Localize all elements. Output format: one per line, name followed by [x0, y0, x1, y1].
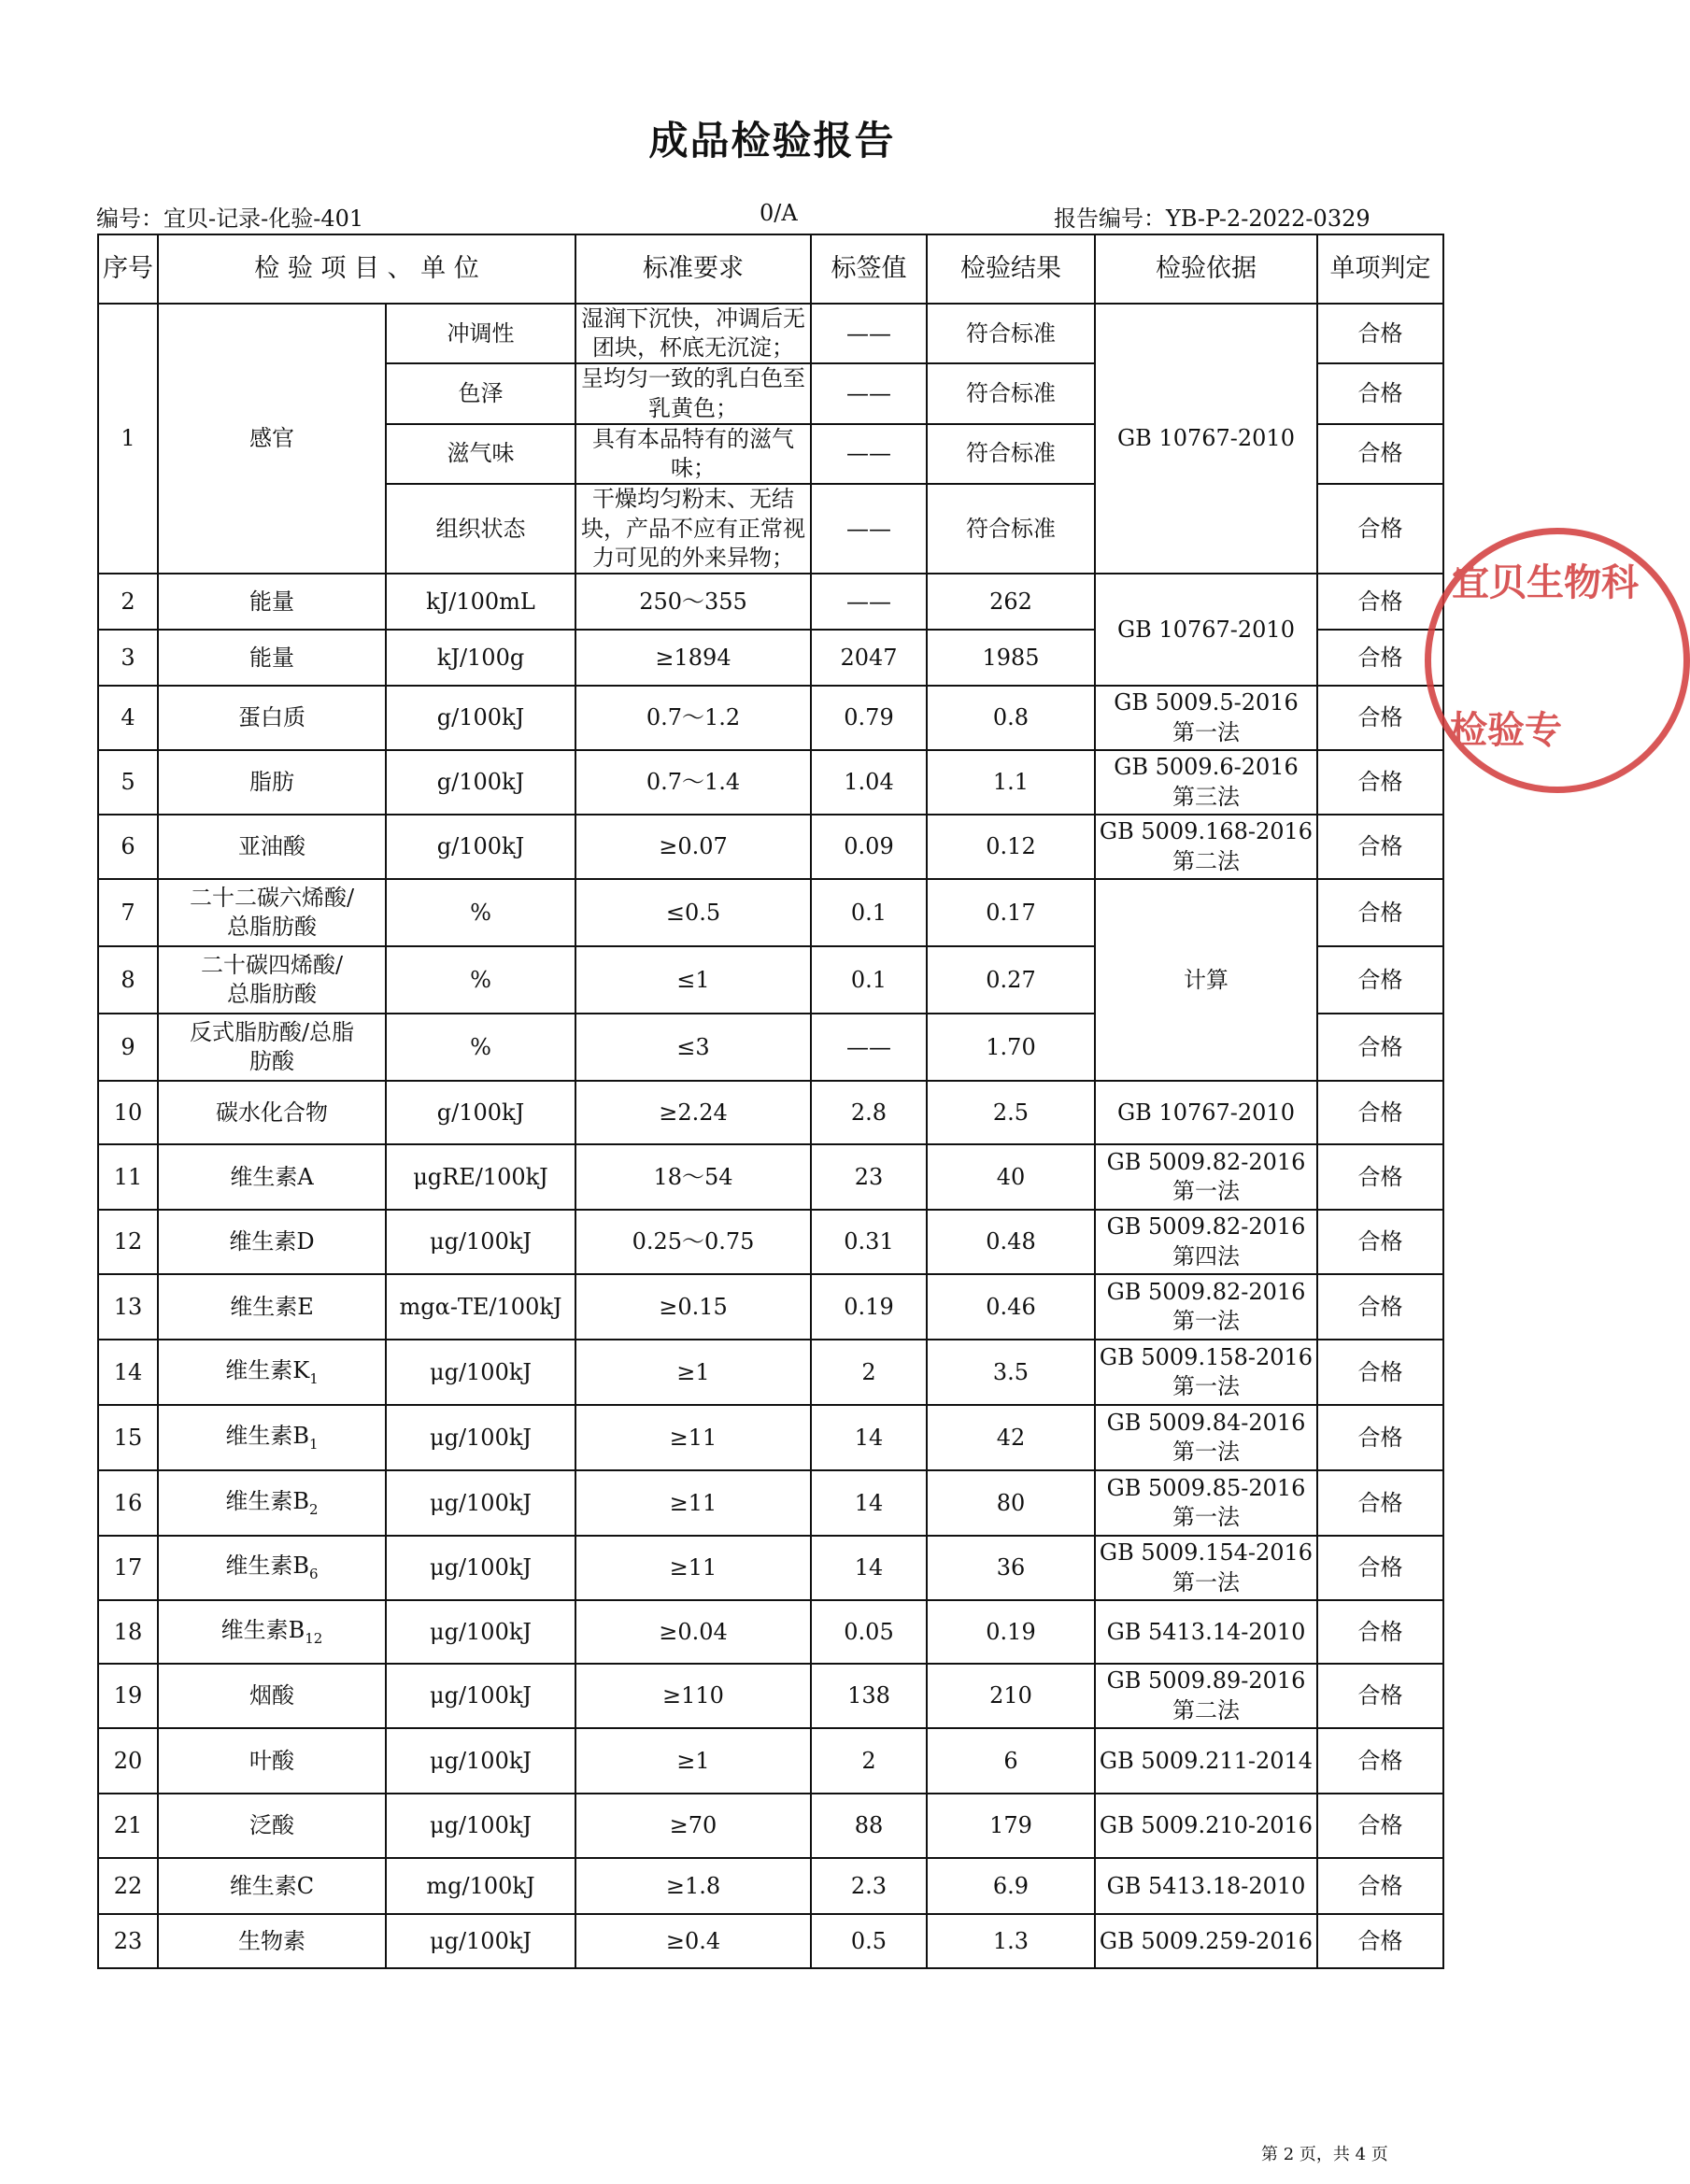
item-name: 二十二碳六烯酸/ 总脂肪酸 [158, 879, 386, 946]
test-result: 0.46 [927, 1274, 1095, 1340]
unit: % [386, 946, 575, 1014]
row-number: 21 [98, 1794, 158, 1858]
unit: % [386, 1014, 575, 1081]
unit: kJ/100mL [386, 574, 575, 630]
label-value: 88 [811, 1794, 927, 1858]
judgment: 合格 [1317, 1858, 1443, 1914]
standard-requirement: ≥1894 [575, 630, 811, 686]
unit: g/100kJ [386, 815, 575, 879]
label-value: 2 [811, 1728, 927, 1794]
standard-requirement: ≥0.04 [575, 1600, 811, 1664]
test-basis: GB 5009.158-2016 第一法 [1095, 1340, 1317, 1405]
item-subscript: 1 [309, 1435, 319, 1453]
unit: μg/100kJ [386, 1210, 575, 1274]
item-subscript: 2 [309, 1500, 319, 1518]
label-value: 0.31 [811, 1210, 927, 1274]
unit: μg/100kJ [386, 1600, 575, 1664]
standard-requirement: 干燥均匀粉末、无结块，产品不应有正常视力可见的外来异物； [575, 484, 811, 574]
test-result: 6 [927, 1728, 1095, 1794]
row-number: 1 [98, 304, 158, 574]
table-row [98, 815, 1443, 879]
item-name-text: 维生素B [220, 1616, 305, 1643]
item-name-text: 叶酸 [249, 1747, 294, 1774]
unit: % [386, 879, 575, 946]
item-name-text: 维生素C [229, 1872, 315, 1899]
standard-requirement: ≥0.15 [575, 1274, 811, 1340]
item-sub-name: 组织状态 [386, 484, 575, 574]
test-basis: GB 5009.89-2016 第二法 [1095, 1664, 1317, 1728]
col-header-basis: 检验依据 [1095, 234, 1317, 304]
item-name [158, 1144, 386, 1210]
item-name-text: 维生素B [225, 1422, 310, 1449]
item-name: 亚油酸 [158, 815, 386, 879]
item-name [158, 1470, 386, 1536]
test-result: 3.5 [927, 1340, 1095, 1405]
judgment: 合格 [1317, 1274, 1443, 1340]
row-number: 14 [98, 1340, 158, 1405]
item-name-text: 维生素A [230, 1163, 314, 1190]
standard-requirement: ≥1 [575, 1340, 811, 1405]
item-name-text: 维生素B [225, 1553, 310, 1580]
item-category: 感官 [158, 304, 386, 574]
standard-requirement: ≥110 [575, 1664, 811, 1728]
table-row [98, 1600, 1443, 1664]
judgment: 合格 [1317, 1210, 1443, 1274]
table-row [98, 1081, 1443, 1144]
table-row [98, 750, 1443, 815]
test-basis: GB 5009.154-2016 第一法 [1095, 1536, 1317, 1600]
inspection-table [97, 234, 1444, 1969]
item-name [158, 1081, 386, 1144]
row-number: 17 [98, 1536, 158, 1600]
label-value: 14 [811, 1470, 927, 1536]
table-row [98, 1274, 1443, 1340]
table-row [98, 1728, 1443, 1794]
judgment: 合格 [1317, 1728, 1443, 1794]
unit: g/100kJ [386, 750, 575, 815]
item-name [158, 1728, 386, 1794]
test-result: 0.17 [927, 879, 1095, 946]
unit: μg/100kJ [386, 1794, 575, 1858]
row-number: 16 [98, 1470, 158, 1536]
item-name: 反式脂肪酸/总脂 肪酸 [158, 1014, 386, 1081]
judgment: 合格 [1317, 1536, 1443, 1600]
row-number: 3 [98, 630, 158, 686]
judgment: 合格 [1317, 1405, 1443, 1470]
standard-requirement: 湿润下沉快，冲调后无团块，杯底无沉淀； [575, 304, 811, 363]
row-number: 18 [98, 1600, 158, 1664]
row-number: 15 [98, 1405, 158, 1470]
table-row [98, 1405, 1443, 1470]
item-name [158, 1794, 386, 1858]
item-sub-name: 色泽 [386, 363, 575, 423]
item-name-text: 维生素E [230, 1293, 314, 1320]
row-number: 11 [98, 1144, 158, 1210]
judgment: 合格 [1317, 424, 1443, 484]
item-sub-name: 滋气味 [386, 424, 575, 484]
item-name: 蛋白质 [158, 686, 386, 750]
test-result: 符合标准 [927, 363, 1095, 423]
test-result: 0.8 [927, 686, 1095, 750]
item-name [158, 1340, 386, 1405]
standard-requirement: ≥0.07 [575, 815, 811, 879]
table-row-calc [98, 879, 1443, 946]
test-result: 1.3 [927, 1914, 1095, 1968]
report-number: 报告编号：YB-P-2-2022-0329 [1054, 206, 1370, 232]
unit: μg/100kJ [386, 1405, 575, 1470]
col-header-result: 检验结果 [927, 234, 1095, 304]
col-header-judgment: 单项判定 [1317, 234, 1443, 304]
test-result: 179 [927, 1794, 1095, 1858]
item-name [158, 1274, 386, 1340]
label-value: 0.1 [811, 946, 927, 1014]
judgment: 合格 [1317, 574, 1443, 630]
test-basis: 计算 [1095, 879, 1317, 1081]
standard-requirement: ≤1 [575, 946, 811, 1014]
test-basis: GB 10767-2010 [1095, 1081, 1317, 1144]
judgment: 合格 [1317, 1014, 1443, 1081]
judgment: 合格 [1317, 1664, 1443, 1728]
row-number: 13 [98, 1274, 158, 1340]
table-header [98, 234, 1443, 304]
item-name [158, 1536, 386, 1600]
unit: μgRE/100kJ [386, 1144, 575, 1210]
unit: mgα-TE/100kJ [386, 1274, 575, 1340]
standard-requirement: ≥1.8 [575, 1858, 811, 1914]
col-header-label: 标签值 [811, 234, 927, 304]
table-body [98, 304, 1443, 1968]
inspection-seal [1425, 528, 1690, 793]
row-number: 9 [98, 1014, 158, 1081]
standard-requirement: 0.7～1.4 [575, 750, 811, 815]
unit: g/100kJ [386, 1081, 575, 1144]
test-basis: GB 5009.85-2016 第一法 [1095, 1470, 1317, 1536]
judgment: 合格 [1317, 815, 1443, 879]
col-header-item: 检 验 项 目 、 单 位 [158, 234, 575, 304]
item-subscript: 12 [305, 1629, 323, 1647]
judgment: 合格 [1317, 1600, 1443, 1664]
test-result: 262 [927, 574, 1095, 630]
standard-requirement: ≥1 [575, 1728, 811, 1794]
judgment: 合格 [1317, 363, 1443, 423]
table-row [98, 1144, 1443, 1210]
item-subscript: 6 [309, 1566, 319, 1583]
table-row [98, 1340, 1443, 1405]
label-value: 0.79 [811, 686, 927, 750]
unit: μg/100kJ [386, 1914, 575, 1968]
row-number: 23 [98, 1914, 158, 1968]
table-row [98, 1794, 1443, 1858]
test-basis: GB 5009.82-2016 第四法 [1095, 1210, 1317, 1274]
label-value: —— [811, 363, 927, 423]
record-number: 编号：宜贝-记录-化验-401 [96, 206, 364, 232]
test-basis: GB 5009.84-2016 第一法 [1095, 1405, 1317, 1470]
test-result: 符合标准 [927, 424, 1095, 484]
row-number: 2 [98, 574, 158, 630]
version: 0/A [760, 200, 798, 226]
test-basis: GB 10767-2010 [1095, 304, 1317, 574]
standard-requirement: 250～355 [575, 574, 811, 630]
label-value: 2 [811, 1340, 927, 1405]
row-number: 22 [98, 1858, 158, 1914]
test-result: 0.12 [927, 815, 1095, 879]
standard-requirement: ≥11 [575, 1536, 811, 1600]
standard-requirement: 具有本品特有的滋气味； [575, 424, 811, 484]
label-value: —— [811, 574, 927, 630]
test-basis: GB 5009.82-2016 第一法 [1095, 1144, 1317, 1210]
test-result: 1.1 [927, 750, 1095, 815]
test-basis: GB 5009.168-2016 第二法 [1095, 815, 1317, 879]
label-value: 0.1 [811, 879, 927, 946]
item-name-text: 碳水化合物 [216, 1099, 328, 1126]
page-number: 第 2 页，共 4 页 [1261, 2145, 1388, 2164]
judgment: 合格 [1317, 1340, 1443, 1405]
table-row [98, 1470, 1443, 1536]
item-name-text: 维生素D [229, 1228, 315, 1255]
col-header-no: 序号 [98, 234, 158, 304]
test-result: 符合标准 [927, 484, 1095, 574]
item-name [158, 1914, 386, 1968]
row-number: 7 [98, 879, 158, 946]
standard-requirement: 0.7～1.2 [575, 686, 811, 750]
judgment: 合格 [1317, 1144, 1443, 1210]
judgment: 合格 [1317, 879, 1443, 946]
label-value: 1.04 [811, 750, 927, 815]
row-number: 12 [98, 1210, 158, 1274]
table-row-energy [98, 574, 1443, 630]
judgment: 合格 [1317, 1914, 1443, 1968]
item-sub-name: 冲调性 [386, 304, 575, 363]
test-result: 0.19 [927, 1600, 1095, 1664]
judgment: 合格 [1317, 750, 1443, 815]
label-value: 0.05 [811, 1600, 927, 1664]
col-header-standard: 标准要求 [575, 234, 811, 304]
row-number: 10 [98, 1081, 158, 1144]
report-title: 成品检验报告 [648, 118, 896, 163]
label-value: 138 [811, 1664, 927, 1728]
seal-text-top: 宜贝生物科 [1452, 560, 1639, 604]
judgment: 合格 [1317, 484, 1443, 574]
test-basis: GB 5009.6-2016 第三法 [1095, 750, 1317, 815]
test-result: 1985 [927, 630, 1095, 686]
item-name-text: 维生素K [225, 1356, 310, 1383]
row-number: 20 [98, 1728, 158, 1794]
unit: mg/100kJ [386, 1858, 575, 1914]
label-value: 0.5 [811, 1914, 927, 1968]
table-row [98, 1664, 1443, 1728]
test-basis: GB 5009.211-2014 [1095, 1728, 1317, 1794]
test-result: 210 [927, 1664, 1095, 1728]
judgment: 合格 [1317, 1794, 1443, 1858]
standard-requirement: ≤0.5 [575, 879, 811, 946]
unit: μg/100kJ [386, 1470, 575, 1536]
standard-requirement: ≥70 [575, 1794, 811, 1858]
standard-requirement: 呈均匀一致的乳白色至乳黄色； [575, 363, 811, 423]
standard-requirement: 0.25～0.75 [575, 1210, 811, 1274]
unit: μg/100kJ [386, 1664, 575, 1728]
test-result: 6.9 [927, 1858, 1095, 1914]
unit: μg/100kJ [386, 1340, 575, 1405]
test-result: 36 [927, 1536, 1095, 1600]
test-result: 80 [927, 1470, 1095, 1536]
test-basis: GB 5413.18-2010 [1095, 1858, 1317, 1914]
test-result: 2.5 [927, 1081, 1095, 1144]
table-row [98, 1210, 1443, 1274]
table-row-sensory [98, 304, 1443, 363]
table-row [98, 1536, 1443, 1600]
unit: μg/100kJ [386, 1536, 575, 1600]
label-value: 2.3 [811, 1858, 927, 1914]
test-basis: GB 5009.5-2016 第一法 [1095, 686, 1317, 750]
item-name [158, 1600, 386, 1664]
table-row [98, 1914, 1443, 1968]
test-basis: GB 5009.82-2016 第一法 [1095, 1274, 1317, 1340]
label-value: —— [811, 484, 927, 574]
label-value: 2047 [811, 630, 927, 686]
judgment: 合格 [1317, 1081, 1443, 1144]
item-name [158, 1664, 386, 1728]
judgment: 合格 [1317, 630, 1443, 686]
test-result: 1.70 [927, 1014, 1095, 1081]
unit: μg/100kJ [386, 1728, 575, 1794]
table-row [98, 686, 1443, 750]
item-name-text: 生物素 [238, 1927, 305, 1954]
unit: kJ/100g [386, 630, 575, 686]
label-value: 14 [811, 1536, 927, 1600]
row-number: 19 [98, 1664, 158, 1728]
judgment: 合格 [1317, 304, 1443, 363]
label-value: —— [811, 424, 927, 484]
standard-requirement: ≥11 [575, 1470, 811, 1536]
label-value: —— [811, 1014, 927, 1081]
test-basis: GB 10767-2010 [1095, 574, 1317, 686]
seal-text-bottom: 检验专 [1450, 708, 1562, 752]
test-basis: GB 5009.259-2016 [1095, 1914, 1317, 1968]
test-result: 42 [927, 1405, 1095, 1470]
label-value: 0.19 [811, 1274, 927, 1340]
judgment: 合格 [1317, 1470, 1443, 1536]
judgment: 合格 [1317, 946, 1443, 1014]
item-name [158, 1858, 386, 1914]
judgment: 合格 [1317, 686, 1443, 750]
standard-requirement: ≤3 [575, 1014, 811, 1081]
test-basis: GB 5009.210-2016 [1095, 1794, 1317, 1858]
label-value: 2.8 [811, 1081, 927, 1144]
item-name: 能量 [158, 630, 386, 686]
label-value: —— [811, 304, 927, 363]
label-value: 23 [811, 1144, 927, 1210]
test-result: 符合标准 [927, 304, 1095, 363]
table-row [98, 1858, 1443, 1914]
row-number: 5 [98, 750, 158, 815]
row-number: 8 [98, 946, 158, 1014]
test-result: 0.48 [927, 1210, 1095, 1274]
item-name: 能量 [158, 574, 386, 630]
item-name-text: 维生素B [225, 1487, 310, 1514]
test-basis: GB 5413.14-2010 [1095, 1600, 1317, 1664]
label-value: 14 [811, 1405, 927, 1470]
test-result: 0.27 [927, 946, 1095, 1014]
item-name [158, 1210, 386, 1274]
test-result: 40 [927, 1144, 1095, 1210]
standard-requirement: 18～54 [575, 1144, 811, 1210]
item-name: 脂肪 [158, 750, 386, 815]
unit: g/100kJ [386, 686, 575, 750]
item-name: 二十碳四烯酸/ 总脂肪酸 [158, 946, 386, 1014]
item-name-text: 烟酸 [249, 1682, 294, 1709]
row-number: 6 [98, 815, 158, 879]
standard-requirement: ≥2.24 [575, 1081, 811, 1144]
standard-requirement: ≥0.4 [575, 1914, 811, 1968]
item-name-text: 泛酸 [249, 1812, 294, 1839]
item-name [158, 1405, 386, 1470]
standard-requirement: ≥11 [575, 1405, 811, 1470]
item-subscript: 1 [309, 1369, 319, 1387]
row-number: 4 [98, 686, 158, 750]
label-value: 0.09 [811, 815, 927, 879]
